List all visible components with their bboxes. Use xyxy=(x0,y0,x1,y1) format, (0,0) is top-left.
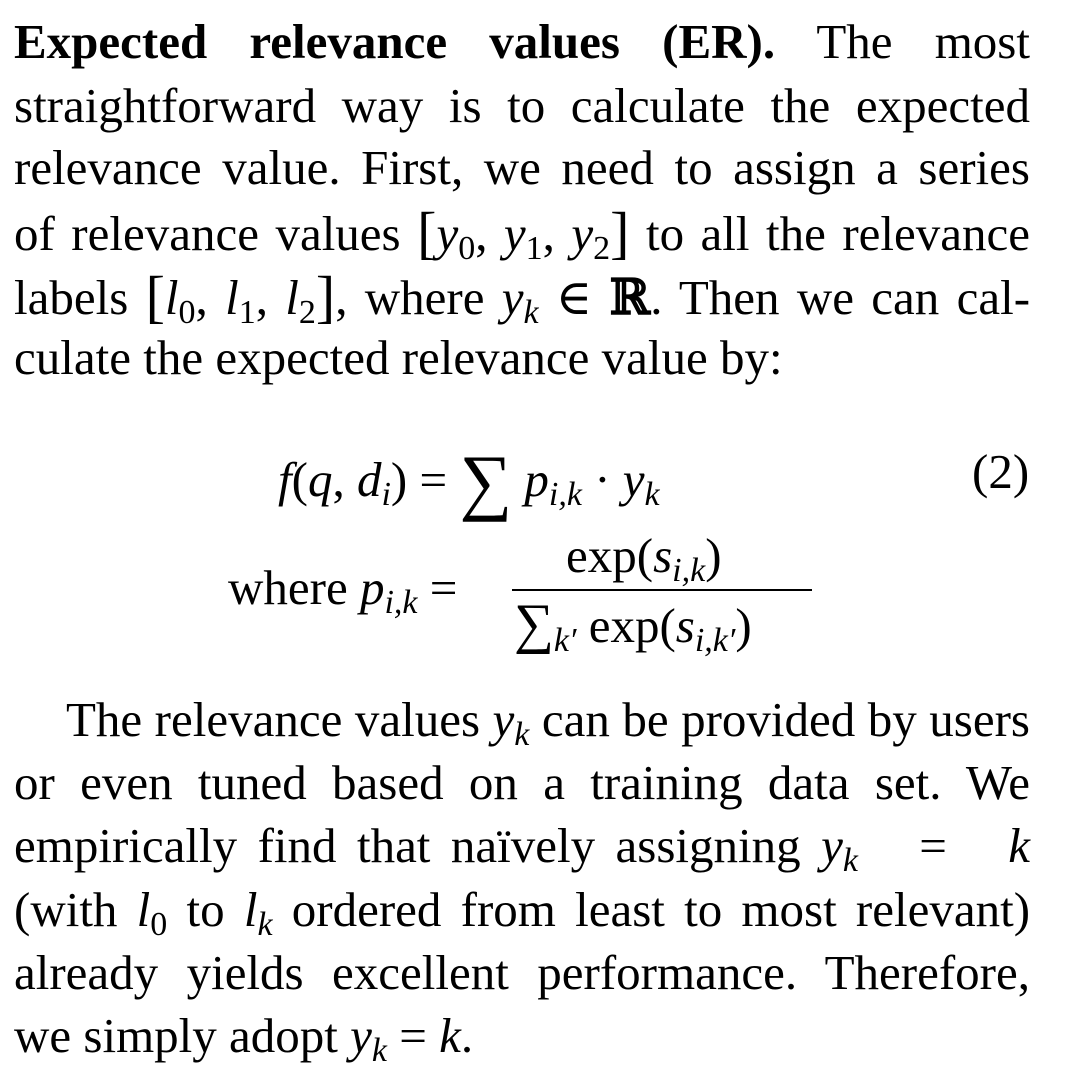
para2-line4-text-c: ordered from least to most relevant) xyxy=(291,882,1031,937)
para2-line1-text-a: The relevance values xyxy=(66,692,481,747)
section-heading: Expected relevance values (ER). xyxy=(14,14,776,69)
yk-equals-k: $y_k = k$ xyxy=(821,818,1030,879)
para1-line4-text-a: of relevance values xyxy=(14,206,401,261)
para1-line1 xyxy=(14,14,1030,70)
para1-line5-text-b: , where xyxy=(335,270,485,325)
l0-symbol: $l_0$ xyxy=(136,882,168,943)
para2-line3 xyxy=(14,818,1030,879)
fraction-bar xyxy=(512,589,812,591)
para2-line5: already yields excellent performance. Therefore, xyxy=(14,945,1030,1000)
summation-symbol: ∑ xyxy=(459,441,513,523)
para2-line3-text-a: empirically find that naïvely assigning xyxy=(14,818,801,873)
para2-line6-text-a: we simply adopt xyxy=(14,1008,338,1063)
para2-line1 xyxy=(66,692,1030,753)
lk-symbol: $l_k$ xyxy=(243,882,273,943)
para1-line4 xyxy=(14,200,1031,267)
fraction-denominator: $\sum_{k'}$ $\exp(s_{i,k'})$ xyxy=(514,593,752,659)
fraction-numerator: $\exp(s_{i,k})$ xyxy=(566,528,722,589)
para1-line4-text-b: to all the relevance xyxy=(645,206,1031,261)
where-label: where xyxy=(228,560,348,615)
yk-symbol: $y_k$ xyxy=(492,692,530,753)
para1-line6: culate the expected relevance value by: xyxy=(14,330,783,385)
para2-line4 xyxy=(14,882,1031,943)
yk-in-reals: $y_k$ ∈ ℝ xyxy=(501,268,651,331)
equation-main: f(q, $d_i$) = ∑ $p_{i,k} \cdot y_k$ xyxy=(278,441,660,523)
relevance-labels-vector: [$l_0$, $l_1$, $l_2$] xyxy=(145,264,336,331)
para1-line2: straightforward way is to calculate the expected xyxy=(14,78,1030,133)
para1-line5-text-a: labels xyxy=(14,270,129,325)
para2-line6 xyxy=(14,1008,1030,1069)
para1-line5 xyxy=(14,264,1031,331)
para1-line3: relevance value. First, we need to assign a series xyxy=(14,140,1030,195)
para1-line1-text: The most xyxy=(816,14,1030,69)
para2-line4-text-b: to xyxy=(186,882,225,937)
para2-line1-text-b: can be provided by users xyxy=(541,692,1030,747)
yk-equals-k-final: $y_k = k$. xyxy=(350,1008,474,1069)
relevance-values-vector: [$y_0$, $y_1$, $y_2$] xyxy=(417,200,630,267)
para2-line2: or even tuned based on a training data set. We xyxy=(14,755,1030,810)
equation-where: where $p_{i,k}$ = xyxy=(228,560,458,621)
para1-line5-text-c: . Then we can cal- xyxy=(650,270,1031,325)
equation-number: (2) xyxy=(972,444,1030,499)
para2-line4-text-a: (with xyxy=(14,882,118,937)
